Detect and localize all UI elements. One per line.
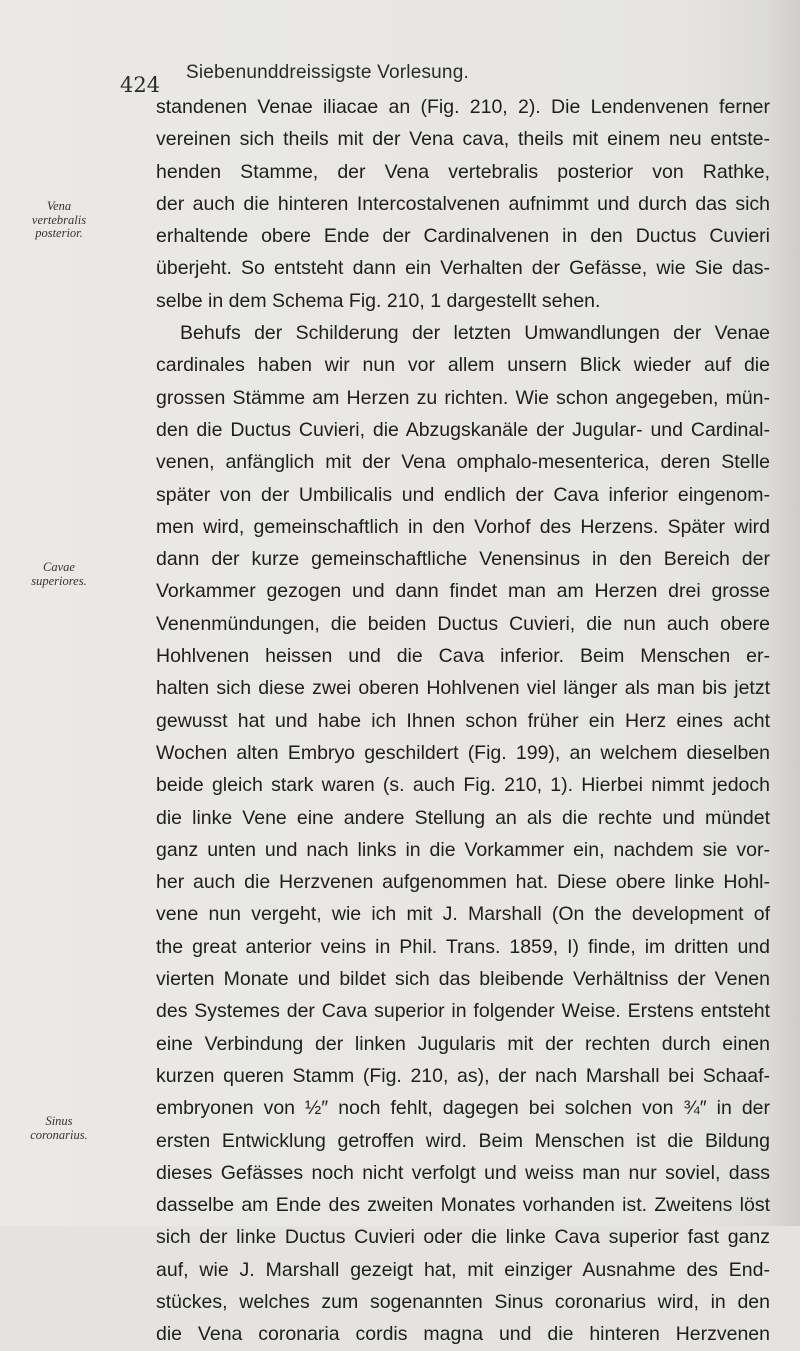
text-line: überjeht. So entsteht dann ein Verhalten der Gefässe, wie Sie das- <box>156 257 770 280</box>
text-line: the great anterior veins in Phil. Trans. 1859, I) finde, im dritten und <box>156 935 770 958</box>
text-line: die linke Vene eine andere Stellung an als die rechte und mündet <box>156 806 770 829</box>
text-line: grossen Stämme am Herzen zu richten. Wie schon angegeben, mün- <box>156 386 770 409</box>
text-line: erhaltende obere Ende der Cardinalvenen in den Ductus Cuvieri <box>156 225 770 248</box>
text-line: die Vena coronaria cordis magna und die hinteren Herzvenen <box>156 1323 770 1346</box>
text-line: henden Stamme, der Vena vertebralis posterior von Rathke, <box>156 160 770 183</box>
text-line: ganz unten und nach links in die Vorkammer ein, nachdem sie vor- <box>156 838 770 861</box>
text-line: beide gleich stark waren (s. auch Fig. 210, 1). Hierbei nimmt jedoch <box>156 774 770 797</box>
text-line: ersten Entwicklung getroffen wird. Beim Menschen ist die Bildung <box>156 1129 770 1152</box>
margin-note-line: posterior. <box>35 226 83 240</box>
text-line: Wochen alten Embryo geschildert (Fig. 199), an welchem dieselben <box>156 741 770 764</box>
text-line: men wird, gemeinschaftlich in den Vorhof des Herzens. Später wird <box>156 515 770 538</box>
margin-note-cavae-superiores <box>24 561 94 588</box>
text-line: her auch die Herzvenen aufgenommen hat. Diese obere linke Hohl- <box>156 871 770 894</box>
text-line: embryonen von ½″ noch fehlt, dagegen bei solchen von ¾″ in der <box>156 1097 770 1120</box>
text-line: Hohlvenen heissen und die Cava inferior. Beim Menschen er- <box>156 645 770 668</box>
text-line: standenen Venae iliacae an (Fig. 210, 2). Die Lendenvenen ferner <box>156 96 770 118</box>
margin-note-line: coronarius. <box>30 1127 88 1142</box>
text-line: vereinen sich theils mit der Vena cava, theils mit einem neu entste- <box>156 128 770 151</box>
text-line: den die Ductus Cuvieri, die Abzugskanäle der Jugular- und Cardinal- <box>156 418 770 441</box>
text-line: Venenmündungen, die beiden Ductus Cuvieri, die nun auch obere <box>156 612 770 635</box>
margin-note-line: Vena <box>46 199 72 213</box>
running-title: Siebenunddreissigste Vorlesung. <box>186 62 469 83</box>
text-line: Behufs der Schilderung der letzten Umwandlungen der Venae <box>180 322 770 345</box>
text-line: eine Verbindung der linken Jugularis mit der rechten durch einen <box>156 1032 770 1055</box>
margin-note-line: Cavae <box>43 560 75 574</box>
margin-note-vena-vertebralis <box>24 200 94 241</box>
text-line: halten sich diese zwei oberen Hohlvenen viel länger als man bis jetzt <box>156 677 770 700</box>
text-line: cardinales haben wir nun vor allem unsern Blick wieder auf die <box>156 354 770 377</box>
text-line: dasselbe am Ende des zweiten Monates vorhanden ist. Zweitens löst <box>156 1194 770 1217</box>
margin-note-line: Sinus <box>45 1114 73 1128</box>
text-line: vene nun vergeht, wie ich mit J. Marshall (On the development of <box>156 903 770 926</box>
text-line: selbe in dem Schema Fig. 210, 1 dargestellt sehen. <box>156 289 601 312</box>
margin-note-line: vertebralis <box>31 212 87 227</box>
text-line: der auch die hinteren Intercostalvenen aufnimmt und durch das sich <box>156 192 770 215</box>
text-line: kurzen queren Stamm (Fig. 210, as), der nach Marshall bei Schaaf- <box>156 1064 770 1087</box>
page-number: 424 <box>120 73 161 97</box>
text-line: dann der kurze gemeinschaftliche Venensinus in den Bereich der <box>156 548 770 571</box>
text-line: venen, anfänglich mit der Vena omphalo-mesenterica, deren Stelle <box>156 451 770 474</box>
text-line: Vorkammer gezogen und dann findet man am Herzen drei grosse <box>156 580 770 603</box>
text-line: später von der Umbilicalis und endlich der Cava inferior eingenom- <box>156 483 770 506</box>
text-line: stückes, welches zum sogenannten Sinus coronarius wird, in den <box>156 1290 770 1313</box>
text-line: vierten Monate und bildet sich das bleibende Verhältniss der Venen <box>156 968 770 991</box>
margin-note-line: superiores. <box>31 573 87 588</box>
text-line: des Systemes der Cava superior in folgender Weise. Erstens entsteht <box>156 1000 770 1023</box>
text-line: sich der linke Ductus Cuvieri oder die linke Cava superior fast ganz <box>156 1226 770 1249</box>
text-line: gewusst hat und habe ich Ihnen schon früher ein Herz eines acht <box>156 709 770 732</box>
text-line: dieses Gefässes noch nicht verfolgt und weiss man nur soviel, dass <box>156 1161 770 1184</box>
text-line: auf, wie J. Marshall gezeigt hat, mit einziger Ausnahme des End- <box>156 1258 770 1281</box>
body-text <box>156 91 770 1351</box>
margin-note-sinus-coronarius <box>24 1115 94 1142</box>
